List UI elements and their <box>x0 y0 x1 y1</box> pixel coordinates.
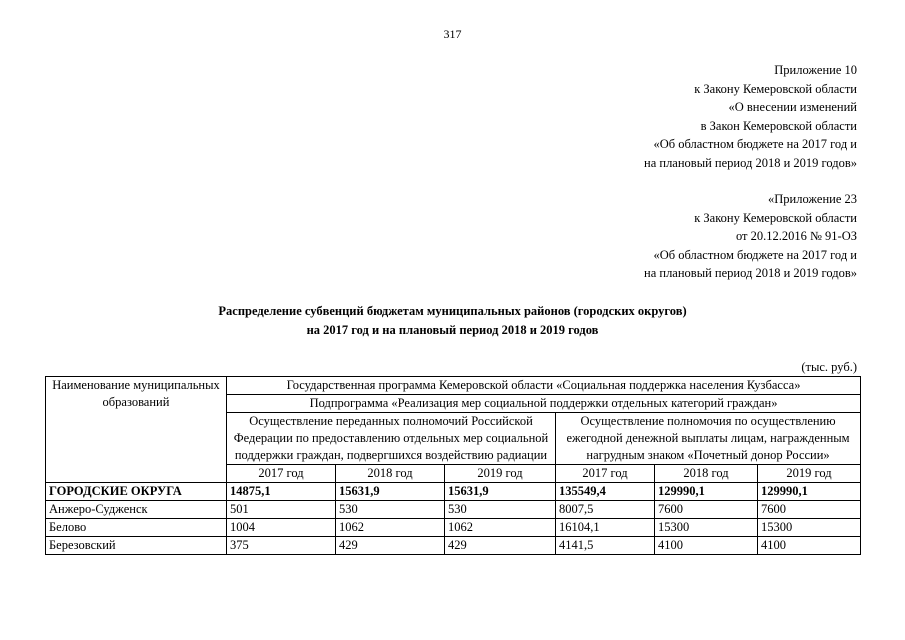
year-header: 2017 год <box>556 465 655 483</box>
table-row <box>46 483 861 501</box>
appendix-10-header <box>644 61 857 173</box>
unit-label: (тыс. руб.) <box>801 360 857 374</box>
row-value: 501 <box>227 501 336 519</box>
row-value: 7600 <box>758 501 861 519</box>
row-value: 429 <box>336 537 445 555</box>
row-value: 375 <box>227 537 336 555</box>
row-value: 129990,1 <box>655 483 758 501</box>
title-line: Распределение субвенций бюджетам муниципальных районов (городских округов) <box>218 304 687 318</box>
row-name: Березовский <box>46 537 227 555</box>
row-value: 15300 <box>655 519 758 537</box>
subprogram-header: Подпрограмма «Реализация мер социальной поддержки отдельных категорий граждан» <box>227 395 861 413</box>
row-name: ГОРОДСКИЕ ОКРУГА <box>46 483 227 501</box>
row-name: Белово <box>46 519 227 537</box>
name-column-header: Наименование муниципальных образований <box>46 377 227 483</box>
header-row-program <box>46 377 861 395</box>
row-name: Анжеро-Судженск <box>46 501 227 519</box>
appendix-10-line: Приложение 10 <box>774 63 857 77</box>
appendix-10-line: «О внесении изменений <box>728 100 857 115</box>
year-header: 2018 год <box>336 465 445 483</box>
row-value: 530 <box>445 501 556 519</box>
appendix-23-line: к Закону Кемеровской области <box>694 210 857 225</box>
row-value: 1062 <box>445 519 556 537</box>
appendix-23-line: «Приложение 23 <box>768 192 857 206</box>
appendix-23-line: «Об областном бюджете на 2017 год и <box>653 247 857 262</box>
row-value: 1004 <box>227 519 336 537</box>
appendix-10-line: на плановый период 2018 и 2019 годов» <box>644 155 857 170</box>
title-line: на 2017 год и на плановый период 2018 и 2019 годов <box>306 323 599 337</box>
row-value: 429 <box>445 537 556 555</box>
appendix-10-line: к Закону Кемеровской области <box>694 81 857 96</box>
year-header: 2018 год <box>655 465 758 483</box>
document-title <box>0 302 905 340</box>
row-value: 1062 <box>336 519 445 537</box>
row-value: 15300 <box>758 519 861 537</box>
column-group-donor: Осуществление полномочия по осуществлению ежегодной денежной выплаты лицам, награжденным нагрудным знаком «Почетный донор России» <box>556 413 861 465</box>
row-value: 530 <box>336 501 445 519</box>
appendix-23-header <box>644 190 857 283</box>
table-row <box>46 537 861 555</box>
year-header: 2019 год <box>445 465 556 483</box>
row-value: 8007,5 <box>556 501 655 519</box>
row-value: 14875,1 <box>227 483 336 501</box>
row-value: 15631,9 <box>445 483 556 501</box>
table-row <box>46 519 861 537</box>
appendix-10-line: «Об областном бюджете на 2017 год и <box>653 137 857 152</box>
row-value: 129990,1 <box>758 483 861 501</box>
subvention-table <box>45 376 861 555</box>
program-header: Государственная программа Кемеровской области «Социальная поддержка населения Кузбасса» <box>227 377 861 395</box>
appendix-10-line: в Закон Кемеровской области <box>700 118 857 133</box>
row-value: 4100 <box>655 537 758 555</box>
row-value: 4100 <box>758 537 861 555</box>
row-value: 7600 <box>655 501 758 519</box>
row-value: 15631,9 <box>336 483 445 501</box>
year-header: 2019 год <box>758 465 861 483</box>
appendix-23-line: от 20.12.2016 № 91-ОЗ <box>735 229 857 244</box>
row-value: 135549,4 <box>556 483 655 501</box>
year-header: 2017 год <box>227 465 336 483</box>
appendix-23-line: на плановый период 2018 и 2019 годов» <box>644 266 857 281</box>
page-number: 317 <box>443 27 462 41</box>
row-value: 4141,5 <box>556 537 655 555</box>
column-group-radiation: Осуществление переданных полномочий Российской Федерации по предоставлению отдельных мер социальной поддержки граждан, подвергшихся воздействию радиации <box>227 413 556 465</box>
table-row <box>46 501 861 519</box>
row-value: 16104,1 <box>556 519 655 537</box>
